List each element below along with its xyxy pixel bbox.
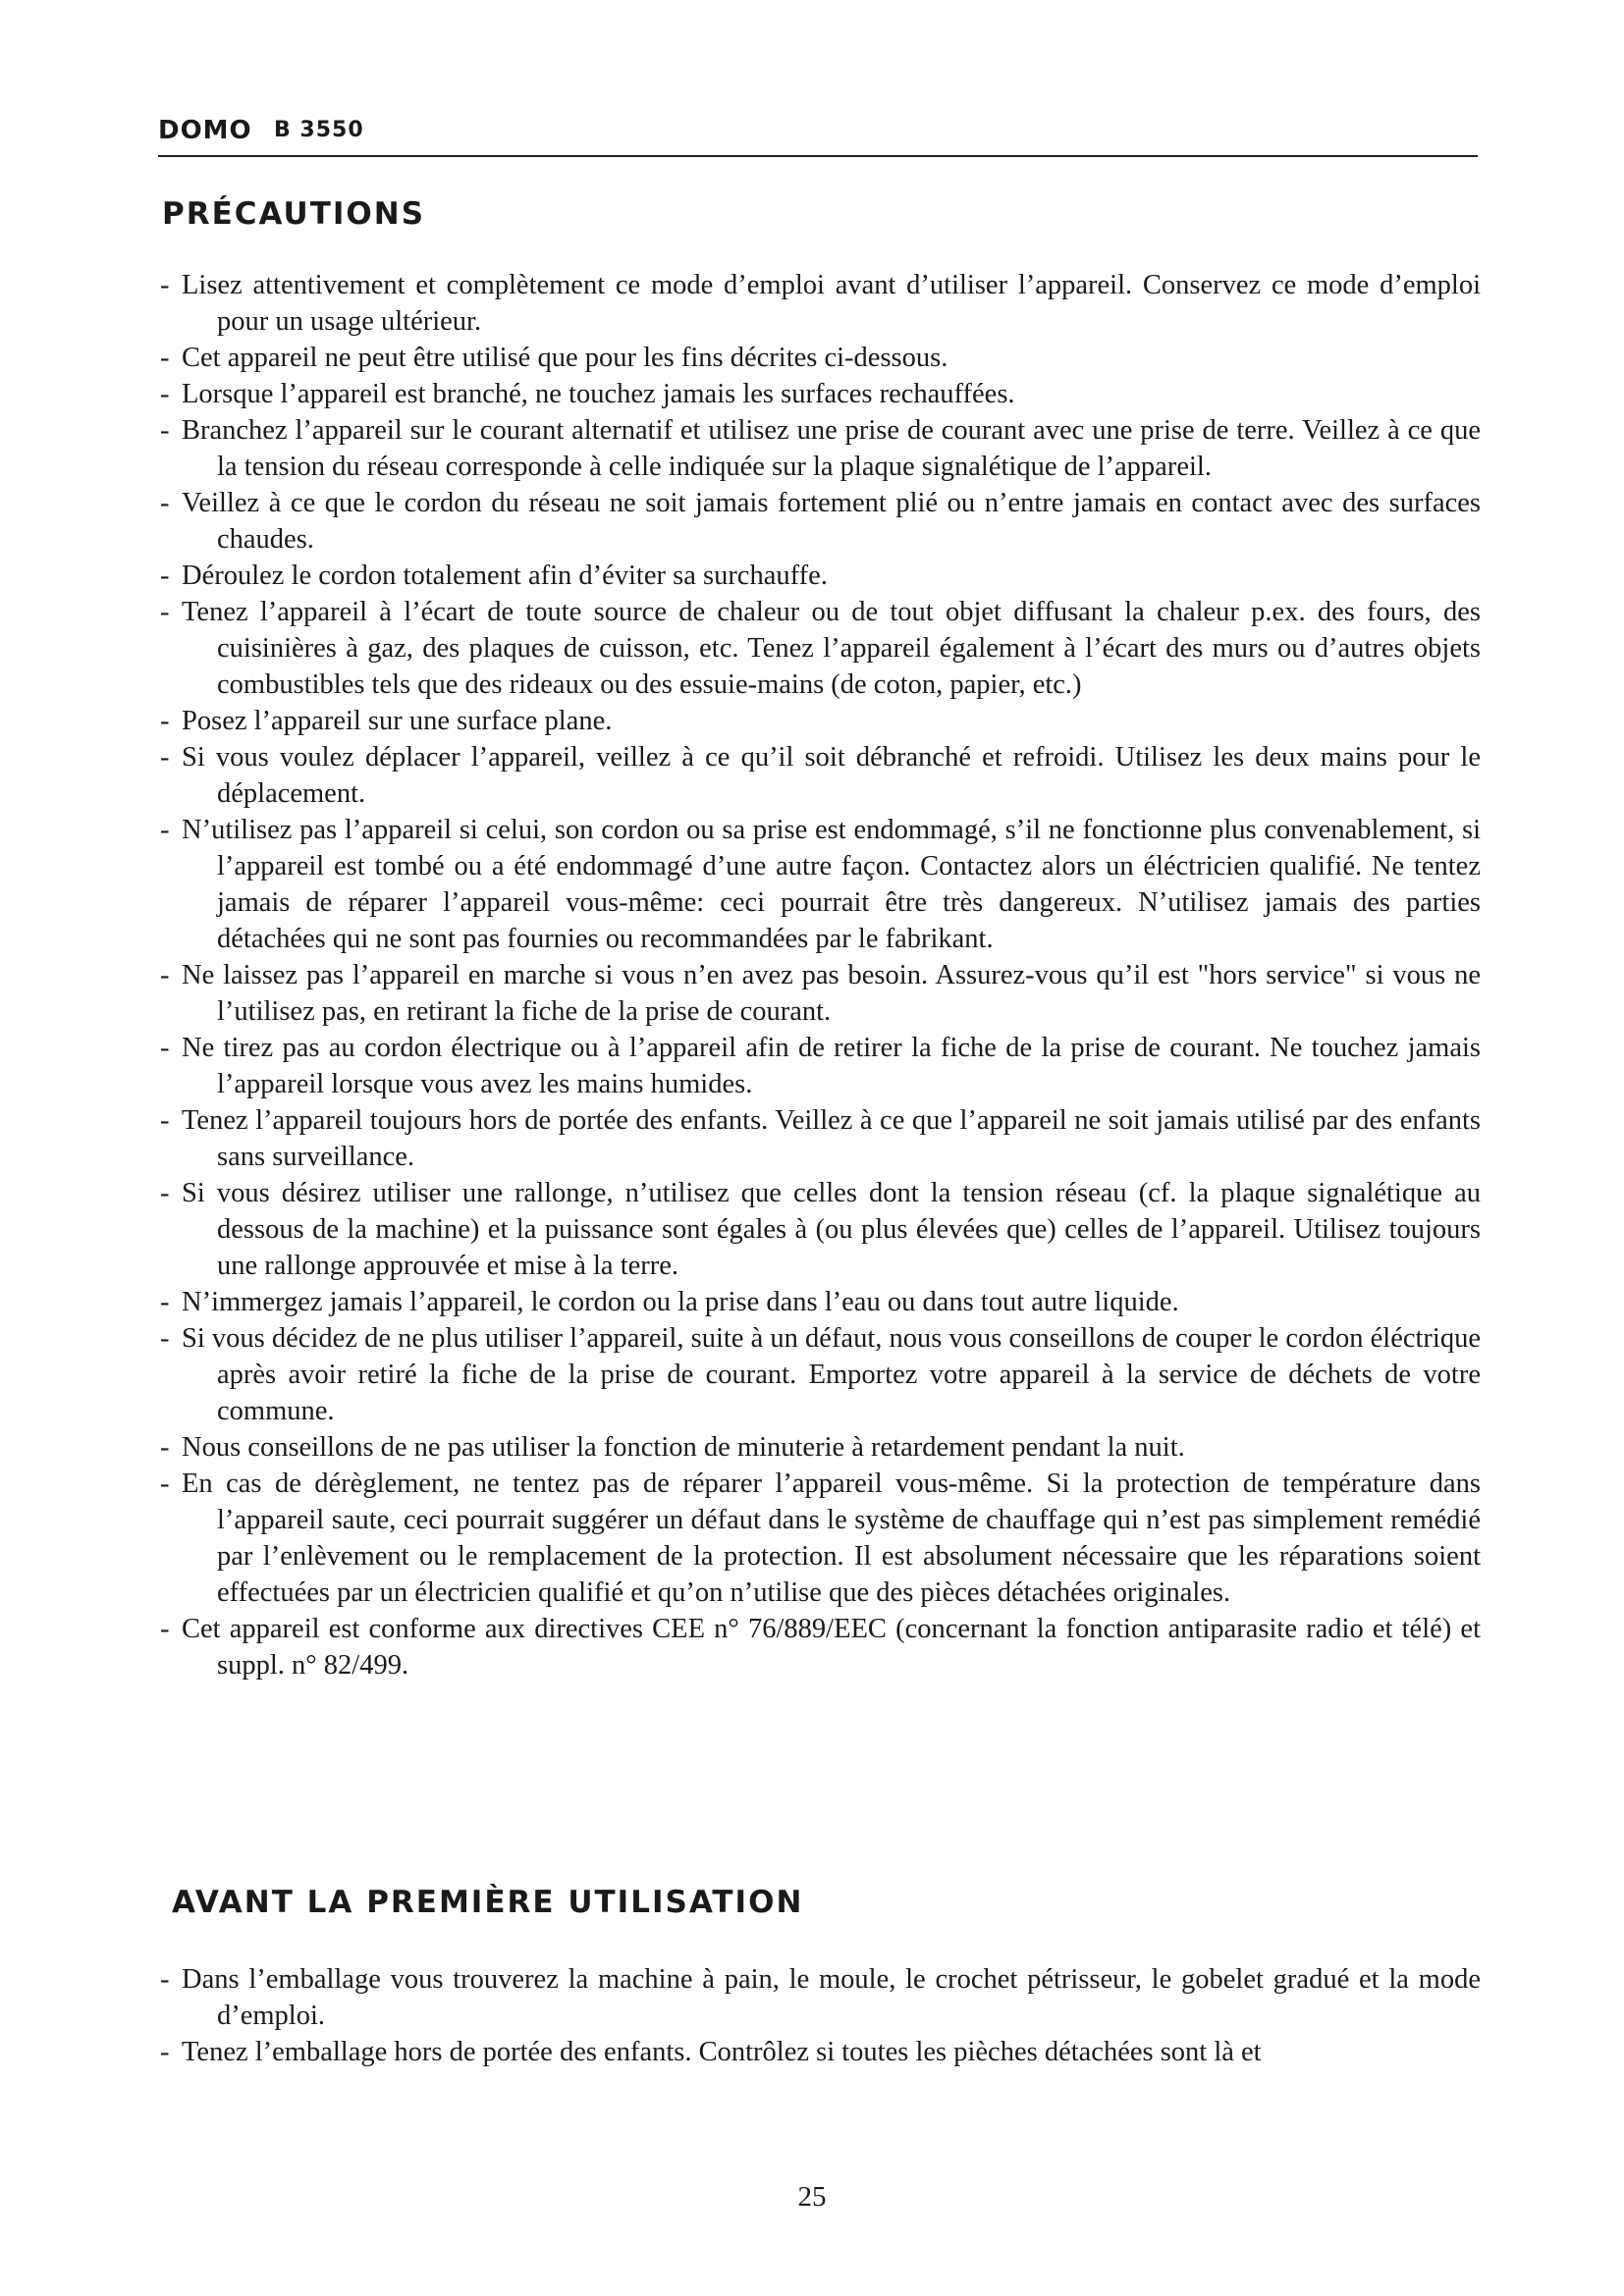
list-item-text: Lisez attentivement et complètement ce mode d’emploi avant d’utiliser l’appareil. Conservez ce mode d’emploi pour un usage ultérieur. [182,270,1481,337]
list-item [160,1102,1481,1175]
list-item-text: Si vous voulez déplacer l’appareil, veillez à ce qu’il soit débranché et refroidi. Utilisez les deux mains pour le déplacement. [182,742,1481,809]
list-item [160,1284,1481,1320]
bullet-dash: - [160,488,170,518]
bullet-dash: - [160,742,170,773]
list-item-text: Veillez à ce que le cordon du réseau ne soit jamais fortement plié ou n’entre jamais en contact avec des surfaces chaudes. [182,488,1481,555]
bullet-dash: - [160,1287,170,1317]
list-item [160,1429,1481,1466]
list-item-text: Cet appareil ne peut être utilisé que pour les fins décrites ci-dessous. [182,343,948,373]
list-item-text: N’utilisez pas l’appareil si celui, son cordon ou sa prise est endommagé, s’il ne fonctionne plus convenablement, si l’appareil est tombé ou a été endommagé d’une autre façon. Contactez alors un éléctricien qualifié. Ne tentez jamais de réparer l’appareil vous-même: ceci pourrait être très dangereux. N’utilisez jamais des parties détachées qui ne sont pas fournies ou recommandées par le fabrikant. [182,815,1481,954]
bullet-dash: - [160,1432,170,1463]
list-item-text: Déroulez le cordon totalement afin d’éviter sa surchauffe. [182,561,828,591]
list-item [160,376,1481,412]
list-item-text: Tenez l’emballage hors de portée des enfants. Contrôlez si toutes les pièches détachées sont là et [182,2037,1262,2067]
list-item [160,739,1481,812]
list-item-text: Branchez l’appareil sur le courant alternatif et utilisez une prise de courant avec une prise de terre. Veillez à ce que la tension du réseau corresponde à celle indiquée sur la plaque signalétique de l’appareil. [182,415,1481,482]
bullet-dash: - [160,2037,170,2067]
list-item-text: Dans l’emballage vous trouverez la machine à pain, le moule, le crochet pétrisseur, le gobelet gradué et la mode d’emploi. [182,1964,1481,2031]
list-item [160,957,1481,1030]
list-item [160,812,1481,957]
list-item [160,267,1481,340]
list-item [160,1030,1481,1102]
list-item [160,594,1481,703]
bullet-dash: - [160,1468,170,1499]
list-item-text: N’immergez jamais l’appareil, le cordon ou la prise dans l’eau ou dans tout autre liquide. [182,1287,1179,1317]
bullet-dash: - [160,343,170,373]
bullet-dash: - [160,815,170,845]
list-item-text: Si vous décidez de ne plus utiliser l’appareil, suite à un défaut, nous vous conseillons de couper le cordon éléctrique après avoir retiré la fiche de la prise de courant. Emportez votre appareil à la service de déchets de votre commune. [182,1323,1481,1426]
bullet-dash: - [160,706,170,736]
list-item-text: Cet appareil est conforme aux directives CEE n° 76/889/EEC (concernant la fonction antiparasite radio et télé) et suppl. n° 82/499. [182,1614,1481,1681]
list-item-text: Si vous désirez utiliser une rallonge, n’utilisez que celles dont la tension réseau (cf. la plaque signalétique au dessous de la machine) et la puissance sont égales à (ou plus élevées que) celles de l’appareil. Utilisez toujours une rallonge approuvée et mise à la terre. [182,1178,1481,1281]
bullet-dash: - [160,597,170,627]
first-use-list [160,1961,1481,2070]
list-item-text: Ne laissez pas l’appareil en marche si vous n’en avez pas besoin. Assurez-vous qu’il est "hors service" si vous ne l’utilisez pas, en retirant la fiche de la prise de courant. [182,960,1481,1027]
page-header [158,110,1478,157]
list-item-text: Tenez l’appareil toujours hors de portée des enfants. Veillez à ce que l’appareil ne soit jamais utilisé par des enfants sans surveillance. [182,1105,1481,1172]
brand-name: DOMO [158,116,252,145]
list-item [160,412,1481,485]
bullet-dash: - [160,1614,170,1644]
bullet-dash: - [160,1323,170,1354]
bullet-dash: - [160,1105,170,1136]
list-item [160,1466,1481,1611]
list-item-text: Posez l’appareil sur une surface plane. [182,706,613,736]
section-title-first-use: AVANT LA PREMIÈRE UTILISATION [172,1885,804,1920]
bullet-dash: - [160,1178,170,1208]
list-item [160,1175,1481,1284]
list-item [160,558,1481,594]
bullet-dash: - [160,379,170,409]
list-item [160,340,1481,376]
bullet-dash: - [160,415,170,446]
list-item [160,1320,1481,1429]
page-number: 25 [797,2181,827,2213]
list-item-text: Ne tirez pas au cordon électrique ou à l’appareil afin de retirer la fiche de la prise de courant. Ne touchez jamais l’appareil lorsque vous avez les mains humides. [182,1033,1481,1099]
bullet-dash: - [160,561,170,591]
list-item [160,703,1481,739]
list-item-text: Nous conseillons de ne pas utiliser la fonction de minuterie à retardement pendant la nuit. [182,1432,1185,1463]
list-item [160,1961,1481,2034]
list-item [160,485,1481,558]
bullet-dash: - [160,960,170,990]
list-item [160,1611,1481,1683]
model-number: B 3550 [274,118,364,142]
section-title-precautions: PRÉCAUTIONS [162,196,426,232]
bullet-dash: - [160,1964,170,1995]
bullet-dash: - [160,270,170,300]
list-item-text: Tenez l’appareil à l’écart de toute source de chaleur ou de tout objet diffusant la chaleur p.ex. des fours, des cuisinières à gaz, des plaques de cuisson, etc. Tenez l’appareil également à l’écart des murs ou d’autres objets combustibles tels que des rideaux ou des essuie-mains (de coton, papier, etc.) [182,597,1481,700]
precautions-list [160,267,1481,1683]
list-item-text: Lorsque l’appareil est branché, ne touchez jamais les surfaces rechauffées. [182,379,1015,409]
list-item-text: En cas de dérèglement, ne tentez pas de réparer l’appareil vous-même. Si la protection de température dans l’appareil saute, ceci pourrait suggérer un défaut dans le système de chauffage qui n’est pas simplement remédié par l’enlèvement ou le remplacement de la protection. Il est absolument nécessaire que les réparations soient effectuées par un électricien qualifié et qu’on n’utilise que des pièces détachées originales. [182,1468,1481,1608]
bullet-dash: - [160,1033,170,1063]
list-item [160,2034,1481,2070]
